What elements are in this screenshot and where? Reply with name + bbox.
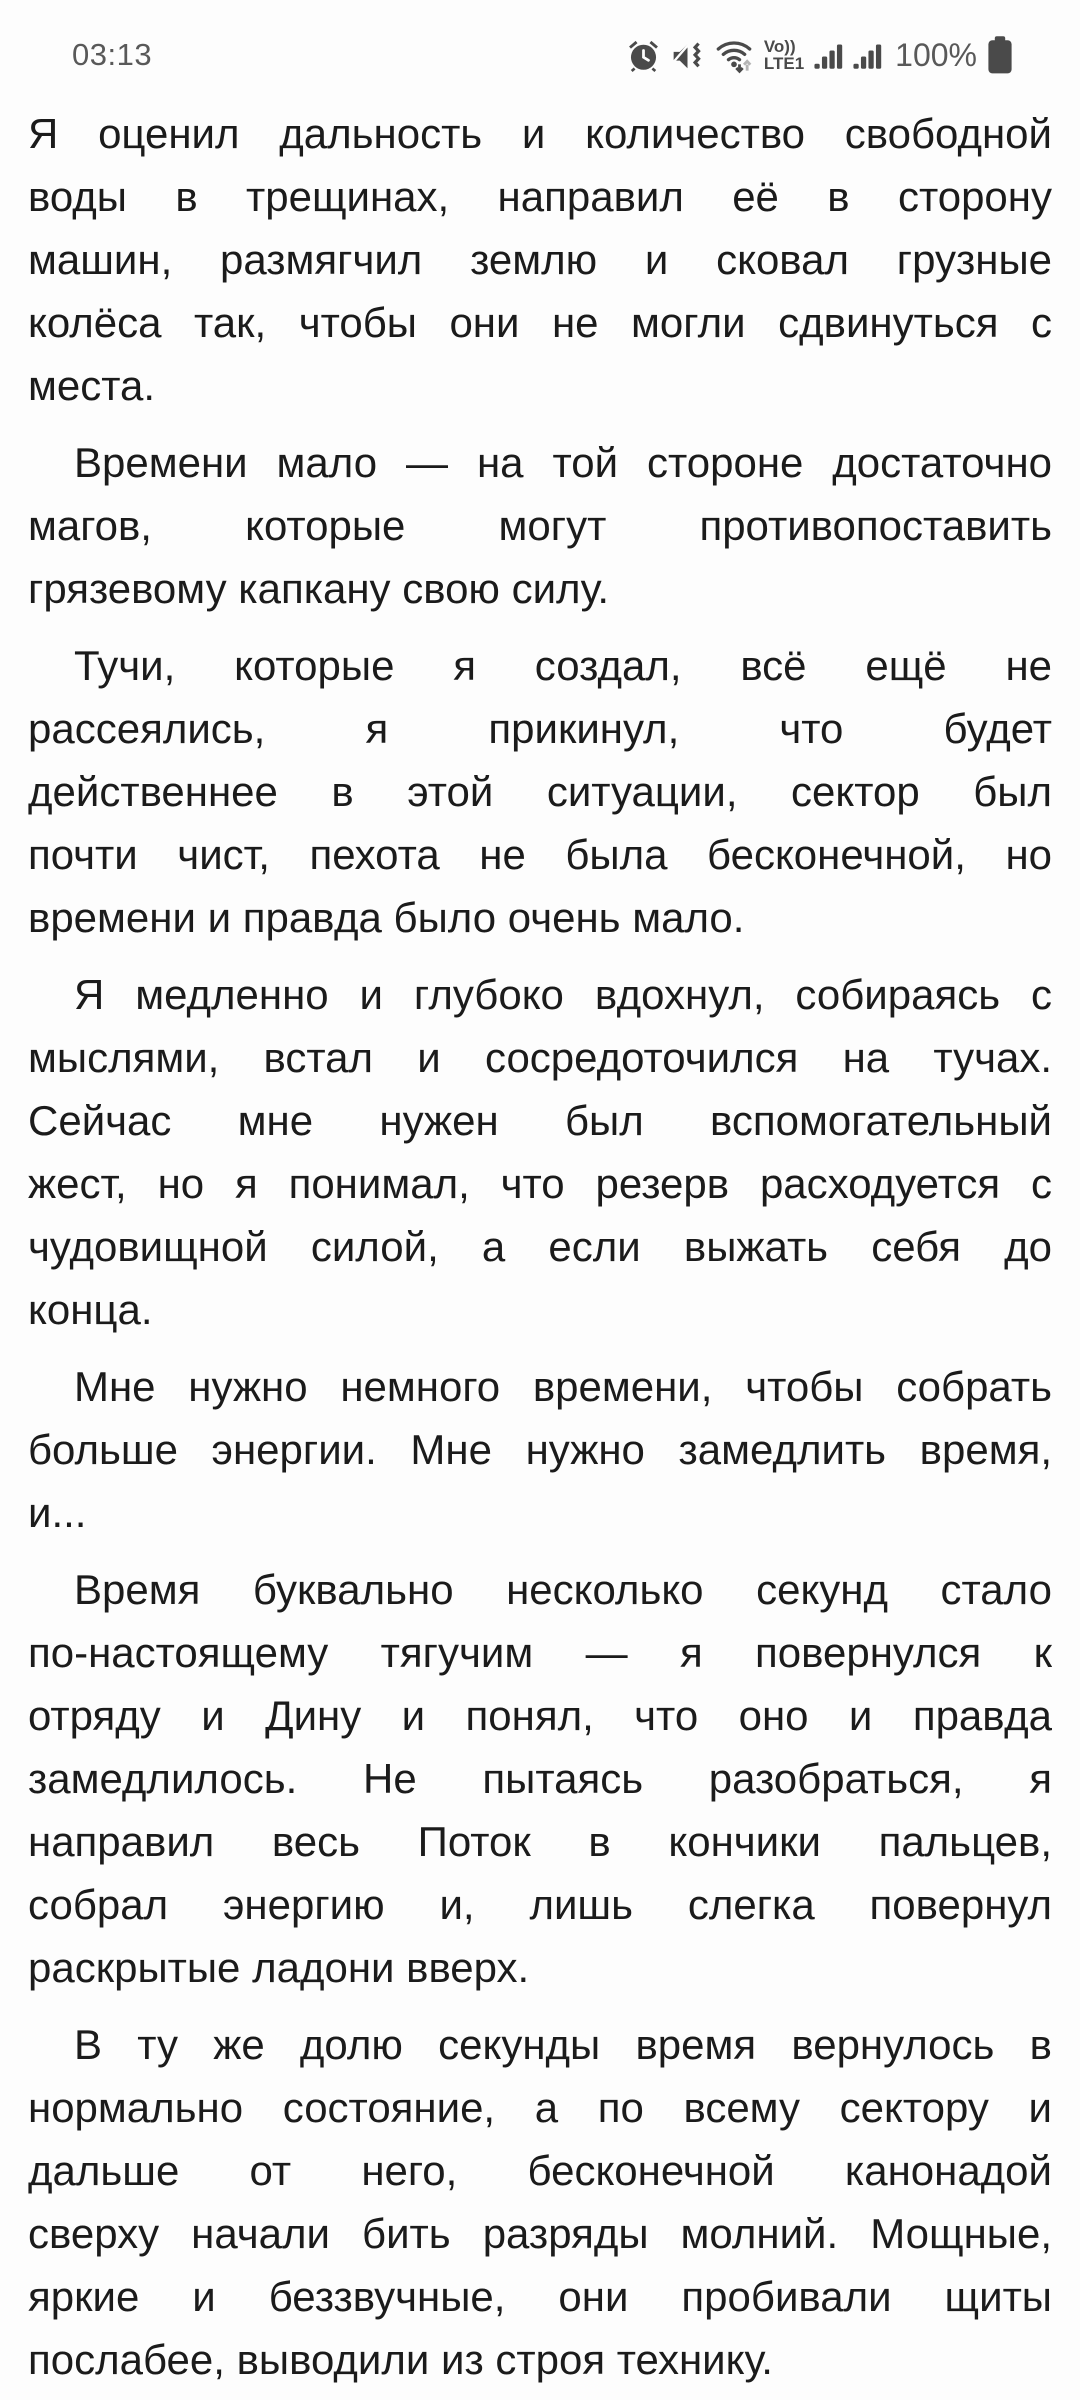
text-line: грязевому капкану свою силу. [28, 565, 610, 612]
text-line: больше энергии. Мне нужно замедлить время, [28, 1426, 1052, 1473]
text-line: Время буквально несколько секунд стало [74, 1566, 1052, 1613]
text-line: магов, которые могут противопоставить [28, 502, 1052, 549]
reader-page[interactable] [0, 100, 1080, 2391]
text-line: действеннее в этой ситуации, сектор был [28, 768, 1052, 815]
text-line: чудовищной силой, а если выжать себя до [28, 1223, 1052, 1270]
text-line: мыслями, встал и сосредоточился на тучах. [28, 1034, 1052, 1081]
text-line: по-настоящему тягучим — я повернулся к [28, 1629, 1052, 1676]
text-line: отряду и Дину и понял, что оно и правда [28, 1692, 1052, 1739]
text-line: Я медленно и глубоко вдохнул, собираясь с [74, 971, 1052, 1018]
paragraph [28, 431, 1052, 620]
text-line: раскрытые ладони вверх. [28, 1944, 530, 1991]
text-line: послабее, выводили из строя технику. [28, 2336, 773, 2383]
mute-vibrate-icon [670, 38, 705, 73]
text-line: яркие и беззвучные, они пробивали щиты [28, 2273, 1052, 2320]
paragraph [28, 102, 1052, 417]
signal-bars-sim2-icon [853, 37, 883, 73]
paragraph [28, 634, 1052, 949]
battery-icon [986, 35, 1014, 75]
text-line: времени и правда было очень мало. [28, 894, 745, 941]
text-line: жест, но я понимал, что резерв расходуется с [28, 1160, 1052, 1207]
text-line: дальше от него, бесконечной канонадой [28, 2147, 1052, 2194]
status-icons [626, 35, 1014, 75]
text-line: направил весь Поток в кончики пальцев, [28, 1818, 1052, 1865]
paragraph [28, 1355, 1052, 1544]
text-line: Мне нужно немного времени, чтобы собрать [74, 1363, 1052, 1410]
signal-bars-sim1-icon [814, 37, 844, 73]
battery-percentage: 100% [895, 36, 977, 73]
text-line: сверху начали бить разряды молний. Мощные, [28, 2210, 1052, 2257]
text-line: места. [28, 362, 156, 409]
text-line: Времени мало — на той стороне достаточно [74, 439, 1052, 486]
status-clock: 03:13 [72, 37, 153, 72]
status-bar [0, 0, 1080, 100]
paragraph [28, 1558, 1052, 1999]
text-line: Сейчас мне нужен был вспомогательный [28, 1097, 1052, 1144]
text-line: конца. [28, 1286, 153, 1333]
text-line: почти чист, пехота не была бесконечной, но [28, 831, 1052, 878]
volte-label: Vo)) [763, 37, 796, 56]
volte-lte-indicator [764, 38, 804, 72]
text-line: и... [28, 1489, 87, 1536]
text-line: замедлилось. Не пытаясь разобраться, я [28, 1755, 1052, 1802]
text-line: В ту же долю секунды время вернулось в [74, 2021, 1052, 2068]
lte-label: LTE1 [763, 54, 805, 73]
alarm-icon [626, 38, 661, 73]
text-line: собрал энергию и, лишь слегка повернул [28, 1881, 1052, 1928]
paragraph [28, 963, 1052, 1341]
wifi-icon [714, 35, 754, 75]
text-line: колёса так, чтобы они не могли сдвинуться с [28, 299, 1052, 346]
text-line: рассеялись, я прикинул, что будет [28, 705, 1052, 752]
paragraph [28, 2013, 1052, 2391]
text-line: машин, размягчил землю и сковал грузные [28, 236, 1052, 283]
text-line: воды в трещинах, направил её в сторону [28, 173, 1052, 220]
text-line: Я оценил дальность и количество свободной [28, 110, 1052, 157]
text-line: Тучи, которые я создал, всё ещё не [74, 642, 1052, 689]
text-line: нормально состояние, а по всему сектору и [28, 2084, 1052, 2131]
